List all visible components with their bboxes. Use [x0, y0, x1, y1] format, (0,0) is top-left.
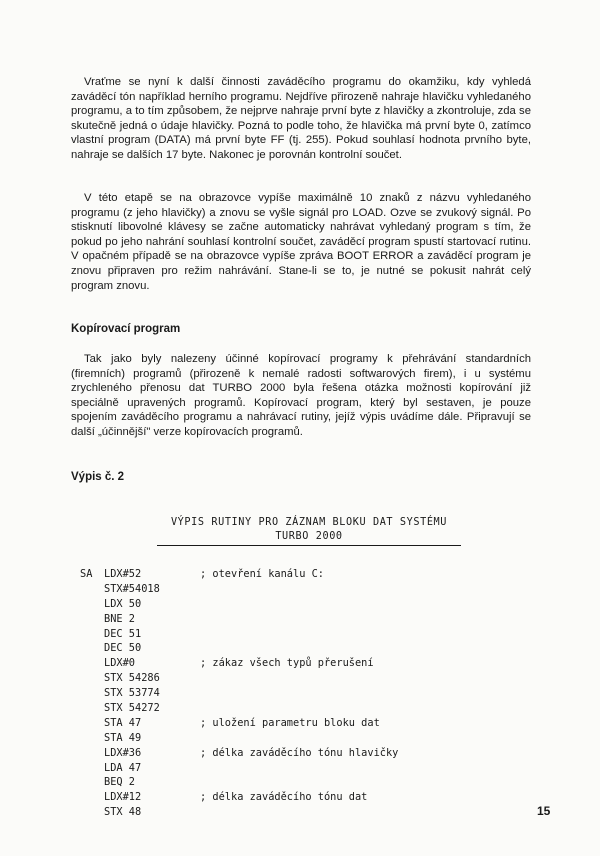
- code-instruction: LDX#36: [104, 746, 142, 759]
- code-instruction: STX 54272: [104, 702, 160, 715]
- code-label: [80, 641, 104, 656]
- code-listing: [80, 567, 398, 820]
- section-heading: Kopírovací program: [71, 323, 181, 335]
- code-line: [80, 627, 398, 642]
- code-label: [80, 686, 104, 701]
- code-instruction: STX 48: [104, 806, 142, 819]
- code-label: [80, 790, 104, 805]
- code-label: [80, 761, 104, 776]
- code-line: [80, 701, 398, 716]
- code-instruction: STA 49: [104, 731, 142, 744]
- code-instruction: LDX 50: [104, 597, 142, 610]
- code-line: [80, 731, 398, 746]
- code-line: [80, 582, 398, 597]
- code-instruction: LDX#0: [104, 657, 135, 670]
- paragraph-1: Vraťme se nyní k další činnosti zaváděcího programu do okamžiku, kdy vyhledá zaváděcí tón například herního programu. Nejdříve přirozeně nahraje hlavičku vyhledaného programu, a to tím způsobem, že nejprve nahraje první byte z hlavičky a zkontroluje, zda se skutečně jedná o údaje hlavičky. Pozná to podle toho, že hlavička má první byte 0, zatímco vlastní program (DATA) má první byte FF (tj. 255). Pokud souhlasí hodnota prvního byte, nahraje se dalších 17 byte. Nakonec je porovnán kontrolní součet.: [71, 76, 531, 161]
- code-comment: ; délka zaváděcího tónu dat: [200, 791, 368, 804]
- code-label: [80, 746, 104, 761]
- code-comment: ; délka zaváděcího tónu hlavičky: [200, 746, 399, 759]
- listing-title: [140, 516, 478, 546]
- code-label: [80, 582, 104, 597]
- paragraph-2: V této etapě se na obrazovce vypíše maximálně 10 znaků z názvu vyhledaného programu (z jeho hlavičky) a znovu se vyšle signál pro LOAD. Ozve se zvukový signál. Po stisknutí libovolné klávesy se začne automaticky nahrávat vyhledaný program s tím, že pokud po jeho nahrání souhlasí kontrolní součet, zaváděcí program spustí startovací rutinu. V opačném případě se na obrazovce vypíše zpráva BOOT ERROR a zaváděcí program je znovu připraven pro režim nahrávání. Stane-li se to, je nutné se pokusit nahrát celý program znovu.: [71, 192, 531, 292]
- code-label: [80, 701, 104, 716]
- code-label: [80, 671, 104, 686]
- code-instruction: STX#54018: [104, 582, 160, 595]
- paragraph-3: Tak jako byly nalezeny účinné kopírovací programy k přehrávání standardních (firemních) programů (přirozeně k nemalé radosti softwarových firem), i u systému zrychleného přenosu dat TURBO 2000 byla řešena otázka možnosti kopírování již speciálně upravených programů. Kopírovací program, který byl sestaven, je pouze spojením zaváděcího programu a nahrávací rutiny, jejíž výpis uvádíme dále. Připravují se další „účinnější" verze kopírovacích programů.: [71, 353, 531, 438]
- code-label: [80, 627, 104, 642]
- code-label: SA: [80, 568, 93, 580]
- code-line: [80, 671, 398, 686]
- code-line: [80, 746, 398, 761]
- page-number: 15: [537, 804, 551, 818]
- code-line: [80, 775, 398, 790]
- listing-label: Výpis č. 2: [71, 471, 125, 483]
- code-comment: ; zákaz všech typů přerušení: [200, 657, 374, 670]
- code-line: [80, 716, 398, 731]
- code-line: [80, 790, 398, 805]
- code-line: [80, 656, 398, 671]
- listing-title-line2: TURBO 2000: [157, 530, 460, 546]
- code-instruction: STX 54286: [104, 672, 160, 685]
- listing-title-line1: VÝPIS RUTINY PRO ZÁZNAM BLOKU DAT SYSTÉMU: [170, 517, 448, 528]
- code-instruction: LDX#52: [104, 568, 142, 580]
- code-comment: ; otevření kanálu C:: [200, 568, 324, 580]
- code-label: [80, 656, 104, 671]
- code-line: [80, 761, 398, 776]
- code-instruction: STA 47: [104, 716, 142, 729]
- code-instruction: BNE 2: [104, 612, 135, 625]
- code-line: [80, 686, 398, 701]
- code-label: [80, 775, 104, 790]
- code-line: [80, 612, 398, 627]
- code-label: [80, 597, 104, 612]
- code-line: [80, 641, 398, 656]
- code-comment: ; uložení parametru bloku dat: [200, 716, 380, 729]
- code-instruction: LDA 47: [104, 761, 142, 774]
- code-label: [80, 716, 104, 731]
- code-instruction: LDX#12: [104, 791, 142, 804]
- code-instruction: DEC 51: [104, 627, 142, 640]
- code-line: [80, 567, 398, 582]
- code-instruction: STX 53774: [104, 687, 160, 700]
- code-label: [80, 805, 104, 820]
- code-label: [80, 731, 104, 746]
- code-instruction: DEC 50: [104, 642, 142, 655]
- code-instruction: BEQ 2: [104, 776, 135, 789]
- code-line: [80, 597, 398, 612]
- code-label: [80, 612, 104, 627]
- code-line: [80, 805, 398, 820]
